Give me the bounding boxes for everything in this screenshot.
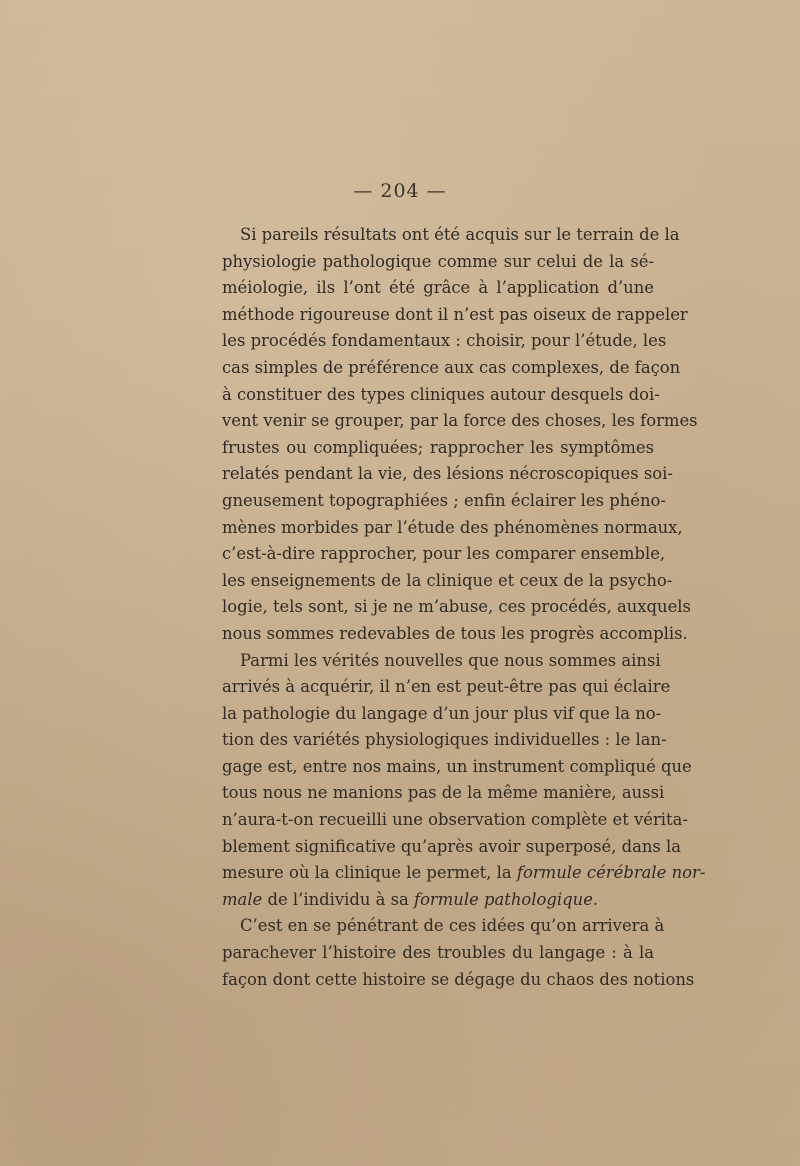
text-line: relatés pendant la vie, des lésions nécroscopiques soi- [222, 464, 673, 484]
text-segment: mesure où la clinique le permet, la [222, 863, 517, 883]
text-line: n’aura-t-on recueilli une observation complète et vérita- [222, 810, 688, 830]
text-line: à constituer des types cliniques autour desquels doi- [222, 384, 660, 404]
text-line: mènes morbides par l’étude des phénomènes normaux, [222, 517, 683, 537]
text-line: cas simples de préférence aux cas complexes, de façon [222, 357, 681, 377]
text-line: arrivés à acquérir, il n’en est peut-être pas qui éclaire [222, 677, 671, 697]
text-line: logie, tels sont, si je ne m’abuse, ces procédés, auxquels [222, 597, 691, 617]
italic-term: formule pathologique [414, 889, 593, 909]
italic-term: formule cérébrale nor- [516, 863, 706, 883]
page-number: — 204 — [353, 180, 447, 202]
text-line: Si pareils résultats ont été acquis sur le terrain de la [240, 225, 680, 244]
italic-term: male [222, 889, 263, 909]
text-segment: . [592, 889, 599, 909]
text-line: physiologie pathologique comme sur celui de la sé- [222, 251, 654, 271]
text-line: façon dont cette histoire se dégage du chaos des notions [222, 969, 695, 989]
text-line: tion des variétés physiologiques individuelles : le lan- [222, 730, 667, 750]
text-line: gage est, entre nos mains, un instrument compliqué que [222, 756, 692, 776]
body-text [222, 222, 706, 993]
text-line [222, 887, 654, 914]
text-line: vent venir se grouper, par la force des choses, les formes [222, 411, 698, 431]
text-segment: de l’individu à sa [262, 889, 414, 909]
text-line: c’est-à-dire rapprocher, pour les comparer ensemble, [222, 544, 666, 564]
text-line: Parmi les vérités nouvelles que nous sommes ainsi [240, 650, 661, 670]
text-line: les enseignements de la clinique et ceux de la psycho- [222, 570, 673, 590]
text-line [222, 860, 706, 887]
text-line: les procédés fondamentaux : choisir, pour l’étude, les [222, 331, 667, 351]
text-line: la pathologie du langage d’un jour plus vif que la no- [222, 703, 662, 723]
text-line: nous sommes redevables de tous les progrès accomplis. [222, 623, 688, 643]
text-line: blement significative qu’après avoir superposé, dans la [222, 836, 682, 856]
text-line: C’est en se pénétrant de ces idées qu’on arrivera à [240, 916, 665, 936]
text-line: méthode rigoureuse dont il n’est pas oiseux de rappeler [222, 304, 688, 324]
text-line: parachever l’histoire des troubles du langage : à la [222, 943, 654, 963]
text-line: tous nous ne manions pas de la même manière, aussi [222, 783, 665, 803]
text-line: méiologie, ils l’ont été grâce à l’application d’une [222, 278, 654, 298]
text-line: frustes ou compliquées; rapprocher les symptômes [222, 437, 654, 457]
text-line: gneusement topographiées ; enfin éclairer les phéno- [222, 490, 666, 510]
